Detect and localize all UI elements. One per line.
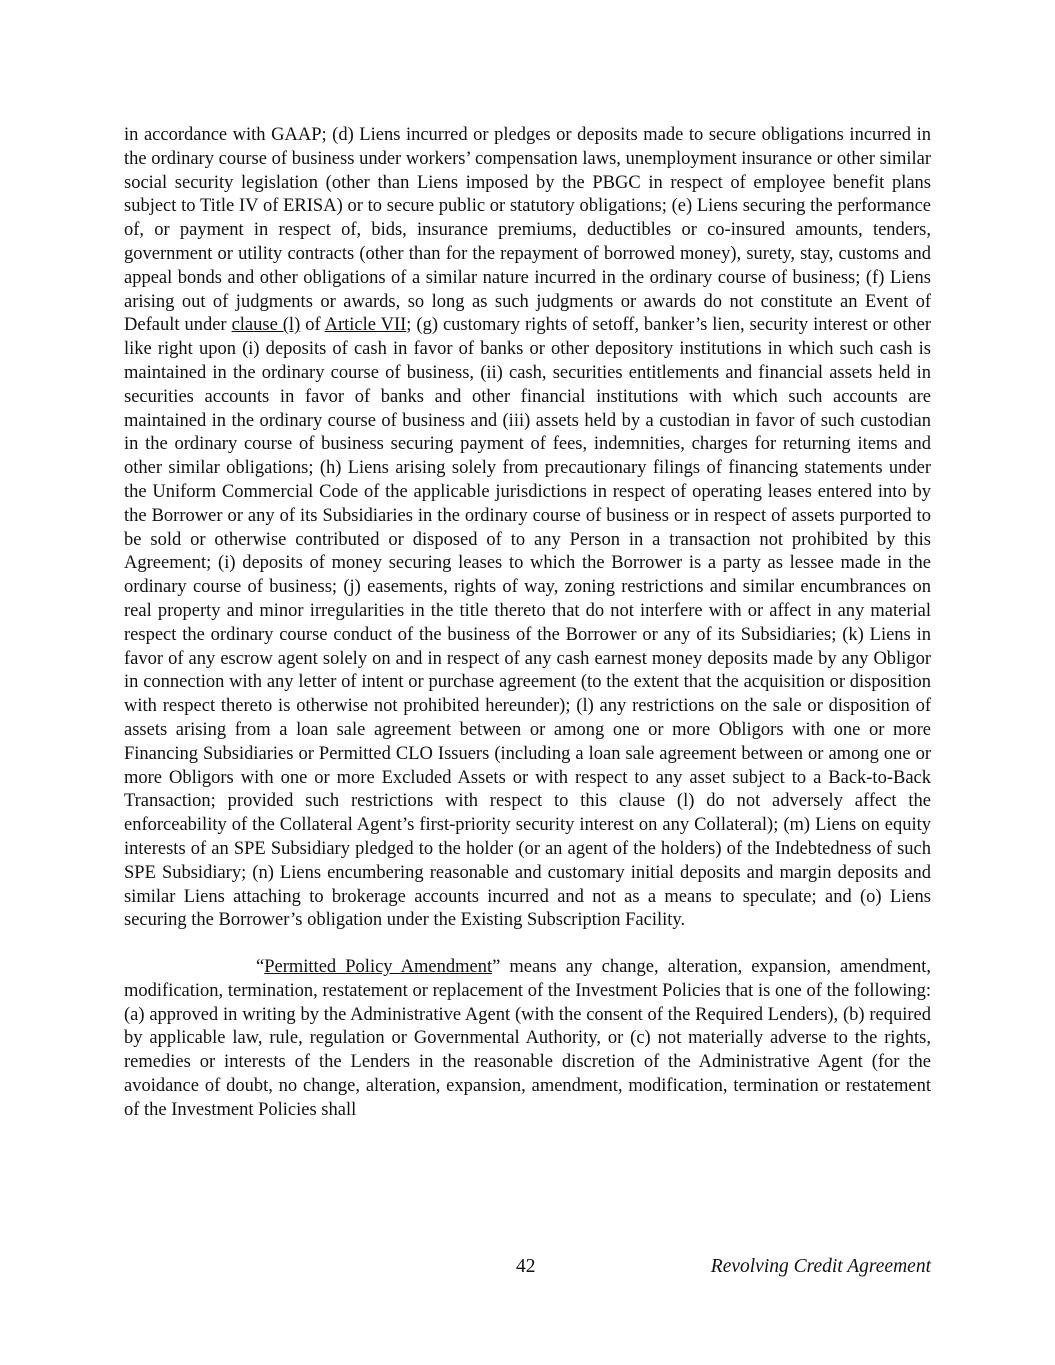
document-body <box>124 124 931 1123</box>
permitted-liens-paragraph <box>124 124 931 933</box>
paragraph-text: in accordance with GAAP; (d) Liens incurred or pledges or deposits made to secure obligations incurred in the ordinary course of business under workers’ compensation laws, unemployment insurance or other similar social security legislation (other than Liens imposed by the PBGC in respect of employee benefit plans subject to Title IV of ERISA) or to secure public or statutory obligations; (e) Liens securing the performance of, or payment in respect of, bids, insurance premiums, deductibles or co-insured amounts, tenders, government or utility contracts (other than for the repayment of borrowed money), surety, stay, customs and appeal bonds and other obligations of a similar nature incurred in the ordinary course of business; (f) Liens arising out of judgments or awards, so long as such judgments or awards do not constitute an Event of Default under <box>124 125 931 336</box>
defined-term: Permitted Policy Amendment <box>264 957 493 978</box>
article-vii-reference: Article VII <box>324 315 407 336</box>
paragraph-text: ; (g) customary rights of setoff, banker’s lien, security interest or other like right upon (i) deposits of cash in favor of banks or other depository institutions in which such cash is maintained in the ordinary course of business, (ii) cash, securities entitlements and financial assets held in securities accounts in favor of banks and other financial institutions with which such accounts are maintained in the ordinary course of business and (iii) assets held by a custodian in favor of such custodian in the ordinary course of business securing payment of fees, indemnities, charges for returning items and other similar obligations; (h) Liens arising solely from precautionary filings of financing statements under the Uniform Commercial Code of the applicable jurisdictions in respect of operating leases entered into by the Borrower or any of its Subsidiaries in the ordinary course of business or in respect of assets purported to be sold or otherwise contributed or disposed of to any Person in a transaction not prohibited by this Agreement; (i) deposits of money securing leases to which the Borrower is a party as lessee made in the ordinary course of business; (j) easements, rights of way, zoning restrictions and similar encumbrances on real property and minor irregularities in the title thereto that do not interfere with or affect in any material respect the ordinary course conduct of the business of the Borrower or any of its Subsidiaries; (k) Liens in favor of any escrow agent solely on and in respect of any cash earnest money deposits made by any Obligor in connection with any letter of intent or purchase agreement (to the extent that the acquisition or disposition with respect thereto is otherwise not prohibited hereunder); (l) any restrictions on the sale or disposition of assets arising from a loan sale agreement between or among one or more Obligors with one or more Financing Subsidiaries or Permitted CLO Issuers (including a loan sale agreement between or among one or more Obligors with one or more Excluded Assets or with respect to any asset subject to a Back-to-Back Transaction; provided such restrictions with respect to this clause (l) do not adversely affect the enforceability of the Collateral Agent’s first-priority security interest on any Collateral); (m) Liens on equity interests of an SPE Subsidiary pledged to the holder (or an agent of the holders) of the Indebtedness of such SPE Subsidiary; (n) Liens encumbering reasonable and customary initial deposits and margin deposits and similar Liens attaching to brokerage accounts incurred and not as a means to speculate; and (o) Liens securing the Borrower’s obligation under the Existing Subscription Facility. <box>124 315 931 931</box>
permitted-policy-amendment-paragraph <box>124 956 931 1123</box>
clause-l-reference: clause (l) <box>231 315 301 336</box>
page-footer <box>124 1256 931 1282</box>
paragraph-text: of <box>300 315 325 336</box>
page-number: 42 <box>516 1256 536 1277</box>
open-quote: “ <box>256 957 265 978</box>
document-title: Revolving Credit Agreement <box>710 1256 931 1277</box>
paragraph-text: ” means any change, alteration, expansion, amendment, modification, termination, restatement or replacement of the Investment Policies that is one of the following: (a) approved in writing by the Administrative Agent (with the consent of the Required Lenders), (b) required by applicable law, rule, regulation or Governmental Authority, or (c) not materially adverse to the rights, remedies or interests of the Lenders in the reasonable discretion of the Administrative Agent (for the avoidance of doubt, no change, alteration, expansion, amendment, modification, termination or restatement of the Investment Policies shall <box>124 957 931 1120</box>
